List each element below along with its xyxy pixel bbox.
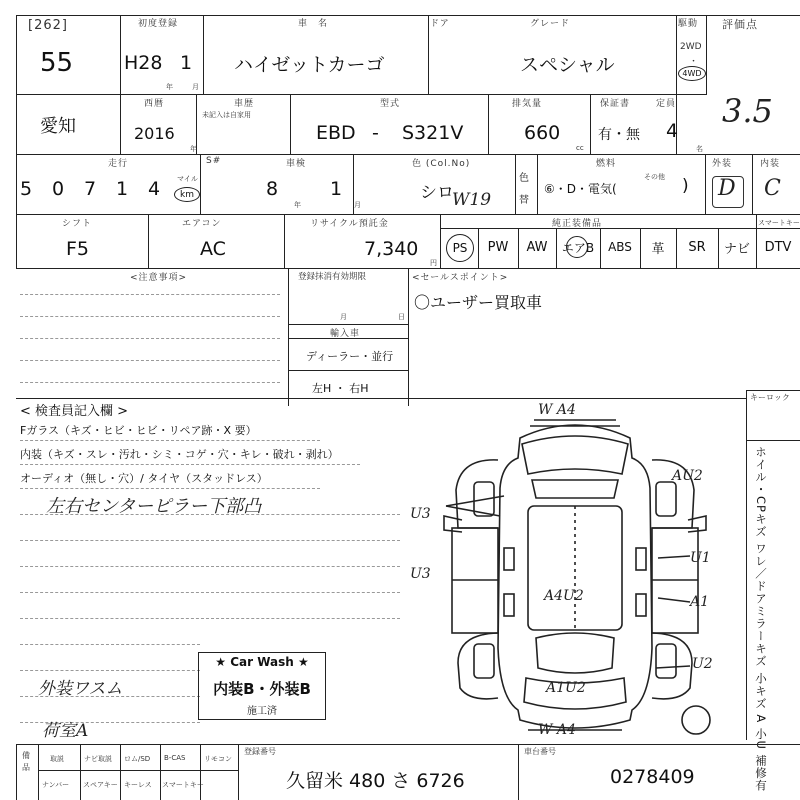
car-damage-diagram [400, 398, 746, 740]
aircon-value: AC [200, 238, 226, 260]
carwash-title: ★ Car Wash ★ [215, 655, 309, 669]
score-handwritten: 3.5 [722, 92, 773, 130]
car-name: ハイゼットカーゴ [234, 54, 385, 76]
damage-mark-right-door: U1 [690, 550, 711, 566]
inspector-title: < 検査員記入欄 > [20, 404, 129, 419]
cc-unit: cc [576, 144, 584, 152]
mileage-digit: 0 [52, 178, 65, 200]
first-reg-year: H28 [124, 52, 163, 74]
door-label: ドア [430, 19, 450, 29]
reg-label: 登録番号 [244, 747, 276, 756]
color-label: 色 (Col.No) [412, 159, 471, 169]
footer-equip: ナンバー [42, 781, 70, 789]
region: 愛知 [40, 116, 76, 137]
exterior-grade-box [712, 176, 744, 208]
notes-label: <注意事項> [130, 273, 188, 283]
inspection-year-unit: 年 [294, 201, 301, 209]
drive-2wd: 2WD [680, 42, 702, 52]
inspector-line-interior: 内装（キズ・スレ・汚れ・シミ・コゲ・穴・キレ・破れ・剥れ） [20, 448, 339, 461]
first-reg-label: 初度登録 [138, 19, 179, 29]
drive-4wd-circled: 4WD [678, 66, 706, 81]
inspection-month: 1 [330, 178, 343, 200]
damage-mark-front-right: AU2 [672, 468, 703, 484]
damage-mark-left-door: U3 [410, 566, 431, 582]
displacement: 660 [524, 122, 561, 144]
equipment-dtv: DTV [764, 239, 792, 255]
fuel-label: 燃料 [596, 159, 617, 169]
inspection-label: 車検 [286, 159, 307, 169]
damage-legend: ホイル・CPキズ ワレ／ドアミラーキズ 小キズ A 小U 補修有 [754, 446, 768, 793]
year-unit: 年 [166, 83, 173, 91]
keyless-label: スマートキー [758, 219, 800, 227]
footer-equip: B-CAS [164, 754, 186, 762]
keylock-label: キーロック [750, 393, 790, 402]
color-code-handwritten: W19 [452, 190, 492, 210]
capacity-label: 定員 [656, 99, 677, 109]
footer-side-label: 備品 [22, 751, 30, 772]
year-western: 2016 [134, 124, 175, 143]
warranty-label: 保証書 [600, 99, 631, 109]
shift-value: F5 [66, 238, 90, 260]
drive-separator: ・ [689, 57, 699, 67]
handwritten-pillar-note: 左右センターピラー下部凸 [46, 496, 262, 517]
footer-equip: スマートキー [162, 781, 204, 789]
model-dash: - [372, 122, 379, 144]
equipment-aw: AW [526, 239, 548, 255]
footer-equip: 取説 [50, 755, 64, 763]
reg-number: 久留米 480 さ 6726 [286, 770, 465, 792]
deadline-label: 登録抹消有効期限 [298, 272, 367, 282]
color-change-label: 色替 [519, 173, 529, 206]
mileage-digit: 4 [148, 178, 161, 200]
damage-mark-rear-bumper: A1U2 [546, 680, 586, 696]
import-dealer: ディーラー・並行 [306, 350, 394, 363]
person-unit: 名 [696, 145, 703, 153]
equipment-sr: SR [688, 239, 706, 255]
exterior-label: 外装 [712, 159, 733, 169]
first-reg-month: 1 [180, 52, 193, 74]
damage-mark-roof: A4U2 [544, 588, 584, 604]
footer-equip: ナビ取説 [84, 755, 112, 763]
recycle-amount: 7,340 [364, 238, 419, 260]
damage-mark-rear: W A4 [538, 722, 576, 738]
equipment-airbag-circle [566, 236, 588, 258]
model-code: S321V [402, 122, 464, 144]
displacement-label: 排気量 [512, 99, 543, 109]
fuel-close: ) [682, 176, 689, 196]
lot-number: 55 [40, 48, 74, 78]
deadline-month: 月 [340, 313, 347, 321]
drive-label: 駆動 [678, 19, 699, 29]
carwash-body: 内装B・外装B [213, 680, 311, 698]
interior-grade: C [764, 176, 781, 201]
model-prefix: EBD [316, 122, 356, 144]
inspector-line-glass: Fガラス（キズ・ヒビ・ヒビ・リペア跡・X 要） [20, 424, 257, 437]
yen-unit: 円 [430, 259, 437, 267]
chassis-number: 0278409 [610, 766, 695, 788]
damage-mark-right-rear: A1 [690, 594, 710, 610]
grade-value: スペシャル [520, 54, 615, 76]
month-unit: 月 [192, 83, 199, 91]
equipment-navi: ナビ [723, 241, 750, 257]
equipment-leather: 革 [651, 241, 665, 257]
model-label: 型式 [380, 99, 401, 109]
footer-equip: ロム/SD [124, 755, 151, 763]
footer-equip: キーレス [124, 781, 152, 789]
mileage-digit: 1 [116, 178, 129, 200]
footer-equip: リモコン [204, 755, 232, 763]
equipment-abs: ABS [608, 240, 632, 254]
inspection-year: 8 [266, 178, 279, 200]
warranty-value: 有・無 [598, 127, 640, 143]
car-name-label: 車 名 [298, 19, 329, 29]
fuel-options: ⑥・D・電気( [544, 182, 617, 196]
import-label: 輸入車 [330, 329, 361, 339]
fuel-other-label: その他 [644, 173, 665, 181]
mileage-digit: 7 [84, 178, 97, 200]
steering: 左H ・ 右H [312, 382, 369, 395]
west-label: 西暦 [144, 99, 165, 109]
handwritten-exterior-note: 外装ワスム [38, 679, 123, 699]
vehicle-history-note: 未記入は自家用 [202, 111, 251, 119]
score-label: 評価点 [722, 18, 758, 31]
carwash-done: 施工済 [247, 706, 277, 717]
capacity: 4 [666, 120, 679, 142]
mileage-unit-mile: マイル [177, 175, 198, 183]
aircon-label: エアコン [182, 219, 222, 229]
lot-number-header: [262] [28, 18, 68, 33]
deadline-day: 日 [398, 313, 405, 321]
equipment-airbag: エアB [561, 240, 595, 255]
vehicle-history-label: 車歴 [234, 99, 255, 109]
mileage-label: 走行 [108, 159, 129, 169]
shift-hash-label: S# [206, 156, 222, 166]
sales-point: 〇ユーザー買取車 [414, 293, 543, 312]
recycle-label: リサイクル預託金 [310, 219, 389, 229]
shift-label: シフト [62, 219, 93, 229]
year-western-unit: 年 [190, 145, 197, 153]
mileage-digit: 5 [20, 178, 33, 200]
equipment-ps: PS [446, 234, 474, 262]
mileage-unit-km-circled: km [174, 187, 200, 202]
damage-mark-right-quarter: U2 [692, 656, 713, 672]
grade-label: グレード [530, 19, 571, 29]
inspector-line-audio: オーディオ（無し・穴）/ タイヤ（スタッドレス） [20, 472, 268, 485]
damage-mark-left-fender: U3 [410, 506, 431, 522]
handwritten-cargo-note: 荷室A [42, 721, 89, 741]
inspection-month-unit: 月 [354, 201, 361, 209]
exterior-grade: D [718, 176, 736, 201]
chassis-label: 車台番号 [524, 747, 556, 756]
equipment-pw: PW [487, 239, 509, 255]
color-value: シロ [420, 183, 454, 203]
footer-equip: スペアキー [83, 781, 118, 789]
interior-label: 内装 [760, 159, 781, 169]
equipment-label: 純正装備品 [552, 219, 603, 229]
damage-mark-front: W A4 [538, 402, 576, 418]
sales-label: <セールスポイント> [412, 273, 509, 283]
